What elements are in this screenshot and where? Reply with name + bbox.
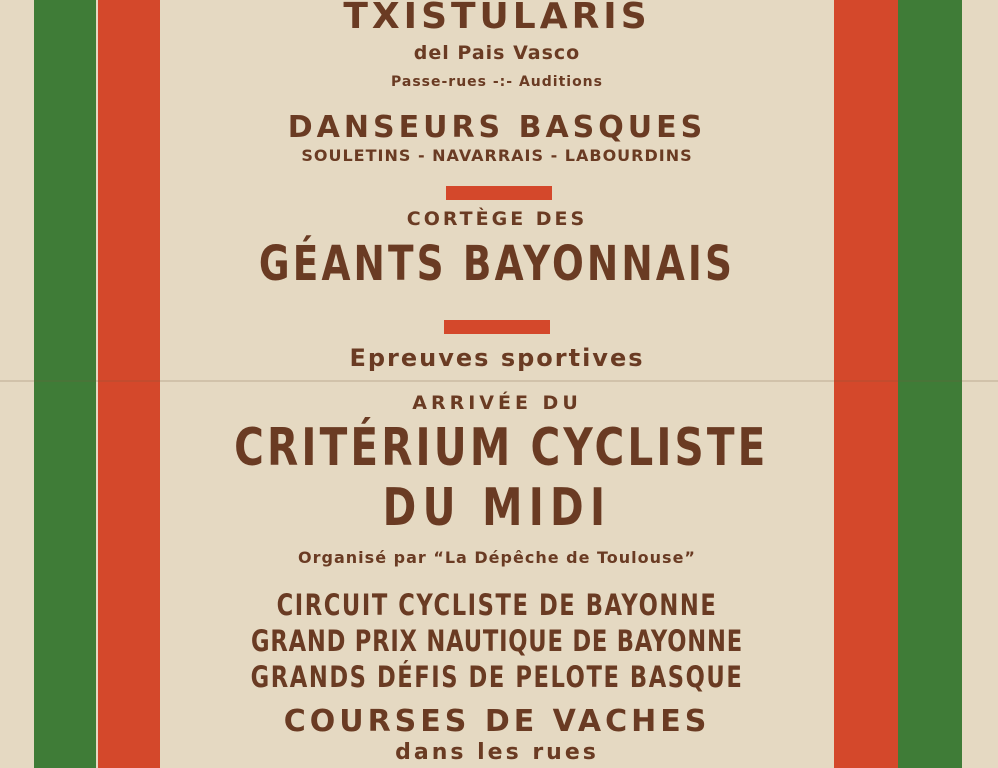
geants-heading: GÉANTS BAYONNAIS — [258, 236, 736, 292]
green-border-right — [898, 0, 962, 768]
cortege-line: CORTÈGE DES — [406, 208, 588, 230]
criterium-heading: CRITÉRIUM CYCLISTE — [234, 418, 769, 478]
grands-defis-line: GRANDS DÉFIS DE PELOTE BASQUE — [250, 660, 744, 694]
passe-rues-line: Passe-rues -:- Auditions — [390, 74, 603, 90]
txistularis-heading: TXISTULARIS — [343, 0, 651, 37]
epreuves-heading: Epreuves sportives — [349, 344, 645, 372]
dans-les-rues-line: dans les rues — [395, 740, 599, 765]
red-divider-2 — [444, 320, 550, 334]
red-divider-1 — [446, 186, 552, 200]
organise-line: Organisé par “La Dépêche de Toulouse” — [298, 548, 696, 567]
danseurs-regions: SOULETINS - NAVARRAIS - LABOURDINS — [301, 146, 693, 165]
red-border-left — [98, 0, 160, 768]
grand-prix-line: GRAND PRIX NAUTIQUE DE BAYONNE — [251, 624, 743, 658]
du-midi-heading: DU MIDI — [382, 478, 612, 538]
circuit-line: CIRCUIT CYCLISTE DE BAYONNE — [276, 588, 718, 622]
courses-heading: COURSES DE VACHES — [283, 704, 711, 739]
poster-text-panel — [160, 0, 834, 768]
red-border-right — [834, 0, 898, 768]
danseurs-heading: DANSEURS BASQUES — [287, 110, 707, 145]
green-border-left — [34, 0, 96, 768]
arrivee-line: ARRIVÉE DU — [412, 392, 582, 414]
pais-vasco-subheading: del Pais Vasco — [413, 42, 581, 64]
